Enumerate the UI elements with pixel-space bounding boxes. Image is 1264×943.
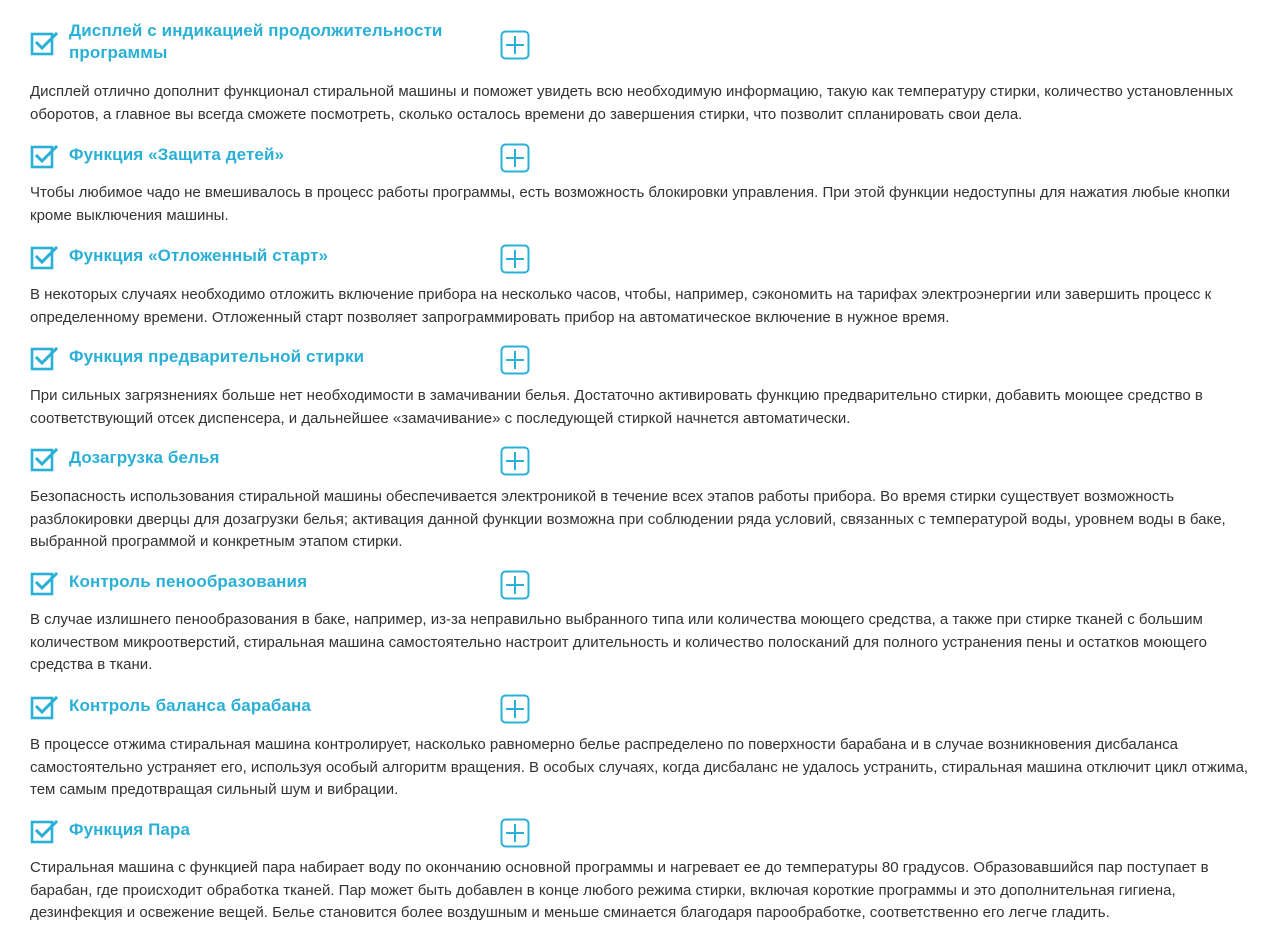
feature-title: Контроль пенообразования: [69, 572, 308, 591]
feature-description: В случае излишнего пенообразования в баке, например, из-за неправильно выбранного типа или количества моющего средства, а также при стирке тканей с большим количеством микроотверстий, стиральная машина самостоятельно настроит длительность и количество полосканий для полного устранения пены и остатков моющего средства в ткани.: [30, 611, 1208, 673]
feature-description: Стиральная машина с функцией пара набирает воду по окончанию основной программы и нагревает ее до температуры 80 градусов. Образовавшийся пар поступает в барабан, где происходит обработка тканей. Пар может быть добавлен в конце любого режима стирки, включая короткие программы и это дополнительная гигиена, дезинфекция и освежение вещей. Белье становится более воздушным и меньше сминается благодаря парообработке, соответственно его легче гладить.: [30, 859, 1209, 921]
checkbox-checked-icon: [30, 694, 58, 722]
feature-description: В процессе отжима стиральная машина контролирует, насколько равномерно белье распределено по поверхности барабана и в случае возникновения дисбаланса самостоятельно устраняет его, используя особый алгоритм вращения. В особых случаях, когда дисбаланс не удалось устранить, стиральная машина отключит цикл отжима, тем самым предотвращая сильный шум и вибрации.: [30, 736, 1249, 798]
checkbox-checked-icon: [30, 818, 58, 846]
expand-button[interactable]: [500, 345, 530, 375]
checkbox-checked-icon: [30, 143, 58, 171]
feature-description: Безопасность использования стиральной машины обеспечивается электроникой в течение всех этапов работы прибора. Во время стирки существует возможность разблокировки дверцы для дозагрузки белья; активация данной функции возможна при соблюдении ряда условий, связанных с температурой воды, уровнем воды в баке, выбранной программой и конкретным этапом стирки.: [30, 488, 1226, 550]
feature-title: Дозагрузка белья: [69, 448, 220, 467]
feature-description: При сильных загрязнениях больше нет необходимости в замачивании белья. Достаточно активировать функцию предварительно стирки, добавить моющее средство в соответствующий отсек диспенсера, и дальнейшее «замачивание» с последующей стиркой начнется автоматически.: [30, 387, 1203, 427]
expand-button[interactable]: [500, 446, 530, 476]
feature-title: Функция Пара: [69, 820, 190, 839]
expand-button[interactable]: [500, 143, 530, 173]
checkbox-checked-icon: [30, 345, 58, 373]
feature-description: Чтобы любимое чадо не вмешивалось в процесс работы программы, есть возможность блокировки управления. При этой функции недоступны для нажатия любые кнопки кроме выключения машины.: [30, 184, 1230, 224]
checkbox-checked-icon: [30, 30, 58, 58]
expand-button[interactable]: [500, 30, 530, 60]
checkbox-checked-icon: [30, 446, 58, 474]
feature-description: Дисплей отлично дополнит функционал стиральной машины и поможет увидеть всю необходимую информацию, такую как температуру стирки, количество установленных оборотов, а главное вы всегда сможете посмотреть, сколько осталось времени до завершения стирки, что позволит спланировать свои дела.: [30, 83, 1234, 123]
expand-button[interactable]: [500, 570, 530, 600]
checkbox-checked-icon: [30, 244, 58, 272]
feature-title: Дисплей с индикацией продолжительности программы: [69, 21, 443, 62]
expand-button[interactable]: [500, 818, 530, 848]
feature-title: Функция «Защита детей»: [69, 145, 285, 164]
checkbox-checked-icon: [30, 570, 58, 598]
feature-title: Функция предварительной стирки: [69, 347, 365, 366]
feature-description: В некоторых случаях необходимо отложить включение прибора на несколько часов, чтобы, например, сэкономить на тарифах электроэнергии или завершить процесс к определенному времени. Отложенный старт позволяет запрограммировать прибор на автоматическое включение в нужное время.: [30, 286, 1212, 326]
feature-title: Контроль баланса барабана: [69, 696, 311, 715]
expand-button[interactable]: [500, 244, 530, 274]
expand-button[interactable]: [500, 694, 530, 724]
feature-title: Функция «Отложенный старт»: [69, 246, 329, 265]
